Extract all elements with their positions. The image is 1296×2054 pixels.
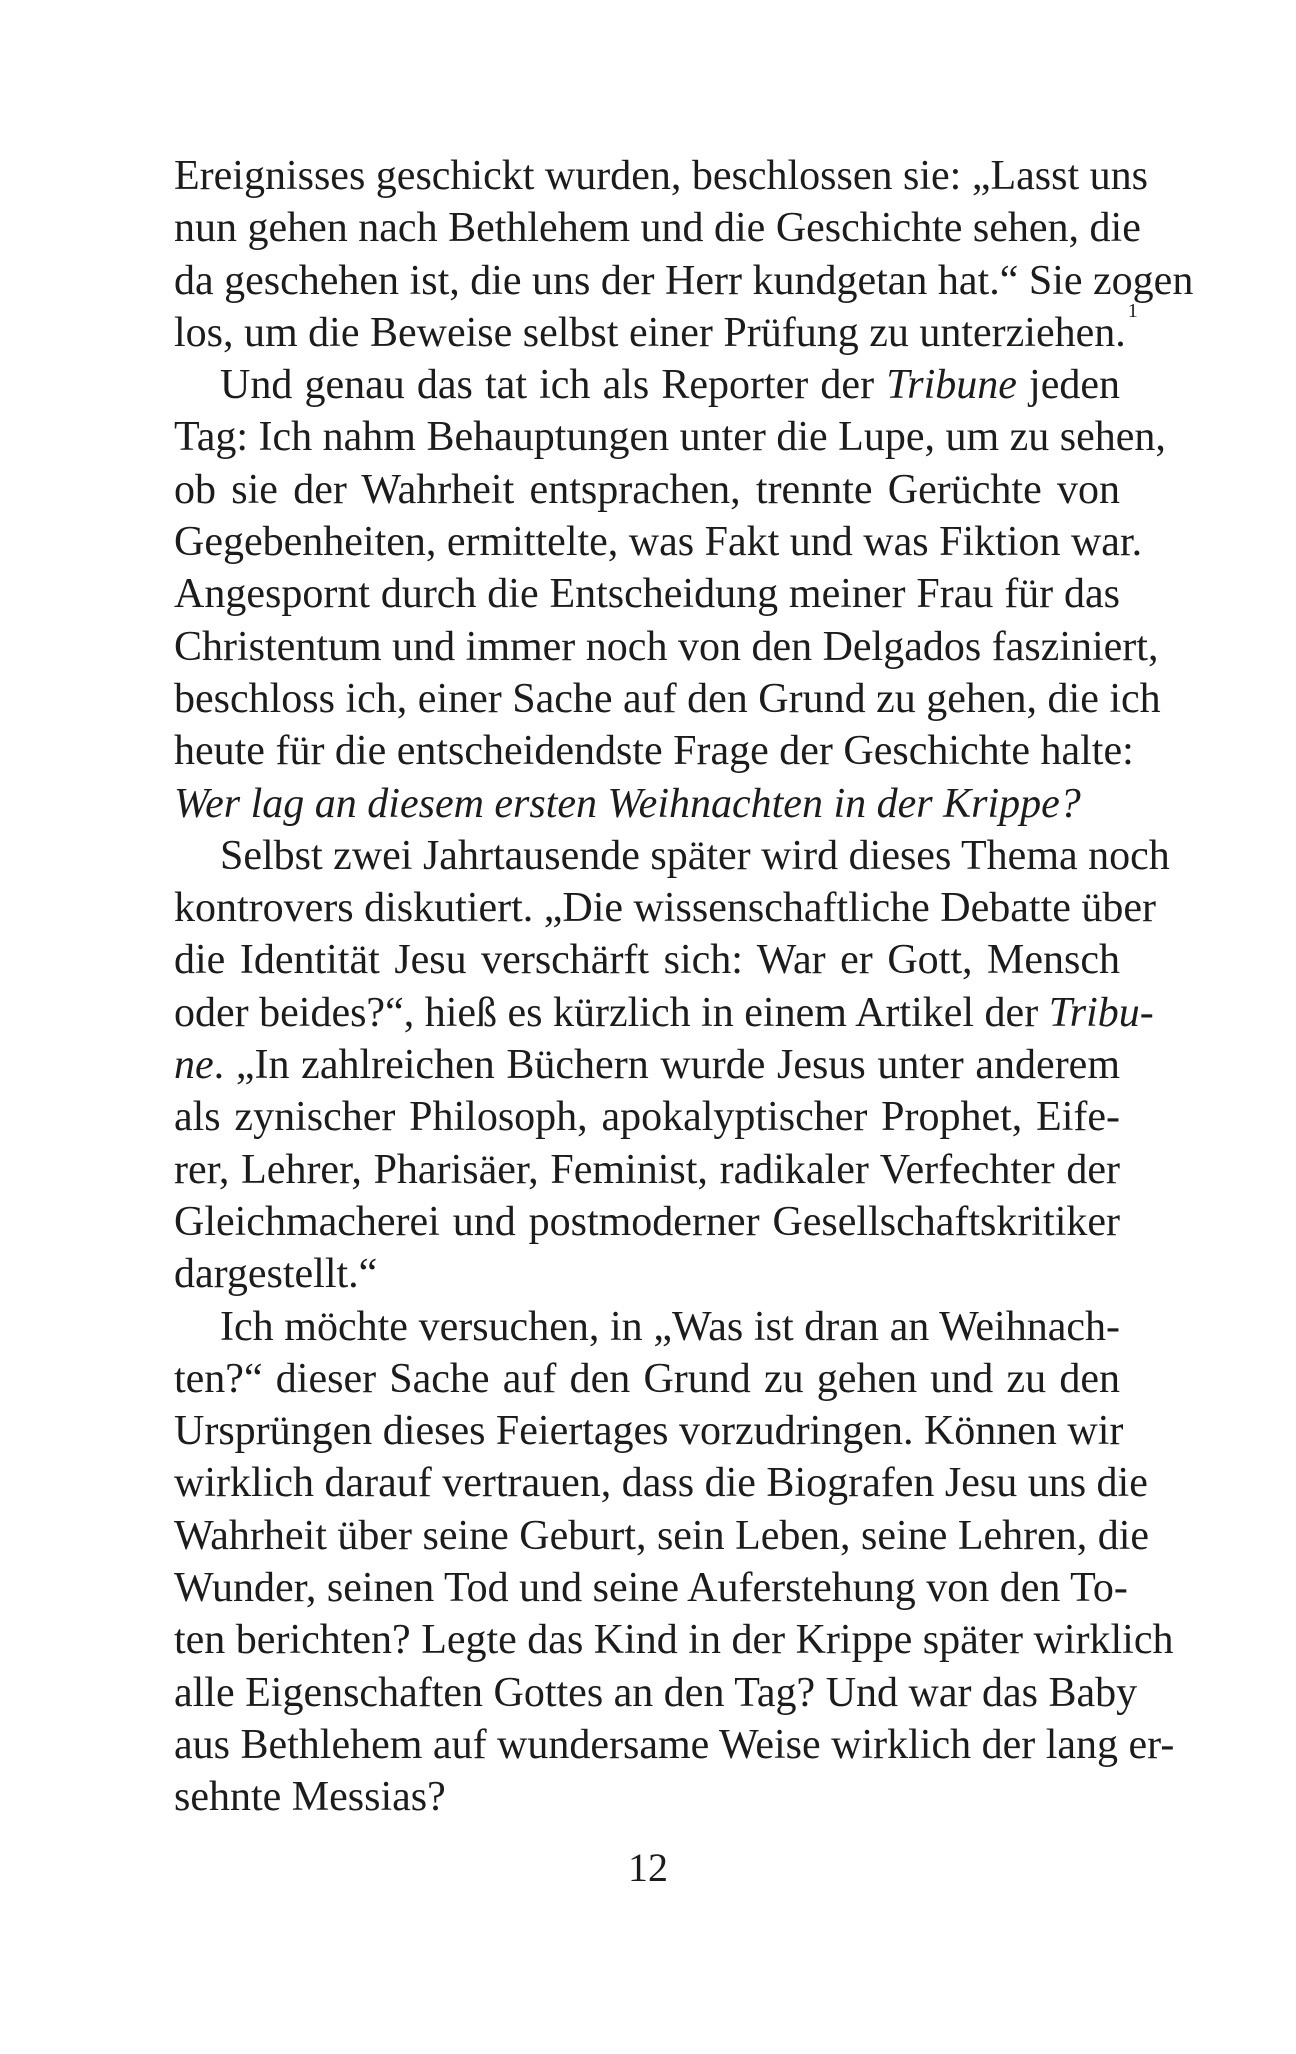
text-line: alle Eigenschaften Gottes an den Tag? Und war das Baby bbox=[174, 1669, 1138, 1716]
text-line: ten berichten? Legte das Kind in der Krippe später wirklich bbox=[174, 1617, 1174, 1664]
text-segment: . „In zahlreichen Büchern wurde Jesus unter anderem bbox=[213, 1042, 1120, 1089]
text-line bbox=[174, 299, 1138, 359]
text-line: Selbst zwei Jahrtausende später wird dieses Thema noch bbox=[220, 832, 1170, 879]
page-number: 12 bbox=[628, 1845, 668, 1890]
text-line: Ursprüngen dieses Feiertages vorzudringen. Können wir bbox=[174, 1408, 1124, 1455]
text-line: Gegebenheiten, ermittelte, was Fakt und was Fiktion war. bbox=[174, 519, 1143, 566]
text-line: Ereignisses geschickt wurden, beschlossen sie: „Lasst uns bbox=[174, 153, 1148, 199]
text-line: beschloss ich, einer Sache auf den Grund zu gehen, die ich bbox=[174, 675, 1161, 722]
text-line: kontrovers diskutiert. „Die wissenschaftliche Debatte über bbox=[174, 885, 1157, 932]
text-line-content: los, um die Beweise selbst einer Prüfung zu unterziehen. bbox=[174, 309, 1126, 356]
paragraph bbox=[174, 830, 1170, 1301]
text-line: rer, Lehrer, Pharisäer, Feminist, radikaler Verfechter der bbox=[174, 1146, 1120, 1193]
text-line bbox=[174, 1039, 1120, 1091]
text-line: Christentum und immer noch von den Delgados fasziniert, bbox=[174, 623, 1159, 670]
text-line bbox=[174, 359, 1120, 411]
text-line: Wunder, seinen Tod und seine Auferstehung von den To- bbox=[174, 1565, 1128, 1612]
text-line: ten?“ dieser Sache auf den Grund zu gehen und zu den bbox=[174, 1355, 1120, 1402]
paragraph bbox=[174, 150, 1194, 359]
text-line: heute für die entscheidendste Frage der Geschichte halte: bbox=[174, 728, 1134, 775]
text-line: Ich möchte versuchen, in „Was ist dran an Weihnach- bbox=[220, 1303, 1120, 1350]
newspaper-title: Tribu- bbox=[1048, 989, 1154, 1036]
newspaper-title: Tribune bbox=[886, 362, 1017, 409]
paragraph bbox=[174, 359, 1166, 830]
text-line: ob sie der Wahrheit entsprachen, trennte Gerüchte von bbox=[174, 466, 1120, 513]
text-line: Gleichmacherei und postmoderner Gesellschaftskritiker bbox=[174, 1198, 1120, 1245]
text-line: da geschehen ist, die uns der Herr kundgetan hat.“ Sie zogen bbox=[174, 257, 1194, 304]
footnote-reference: 1 bbox=[1127, 299, 1138, 322]
text-line: wirklich darauf vertrauen, dass die Biografen Jesu uns die bbox=[174, 1460, 1148, 1507]
newspaper-title: ne bbox=[174, 1042, 214, 1089]
text-line: Tag: Ich nahm Behauptungen unter die Lupe, um zu sehen, bbox=[174, 414, 1166, 461]
key-question: Wer lag an diesem ersten Weihnachten in der Krippe? bbox=[174, 780, 1081, 827]
text-line: sehnte Messias? bbox=[174, 1774, 446, 1821]
text-line: dargestellt.“ bbox=[174, 1251, 378, 1298]
book-page-text bbox=[174, 150, 1194, 1824]
text-line: die Identität Jesu verschärft sich: War er Gott, Mensch bbox=[174, 937, 1120, 984]
text-line: Wahrheit über seine Geburt, sein Leben, seine Lehren, die bbox=[174, 1512, 1150, 1559]
text-line: als zynischer Philosoph, apokalyptischer Prophet, Eife- bbox=[174, 1094, 1120, 1141]
text-segment: jeden bbox=[1016, 362, 1120, 409]
text-line: nun gehen nach Bethlehem und die Geschichte sehen, die bbox=[174, 205, 1141, 252]
text-line bbox=[174, 987, 1154, 1039]
paragraph bbox=[174, 1301, 1175, 1824]
text-line: aus Bethlehem auf wundersame Weise wirklich der lang er- bbox=[174, 1721, 1175, 1768]
text-segment: oder beides?“, hieß es kürzlich in einem Artikel der bbox=[174, 989, 1049, 1036]
text-segment: Und genau das tat ich als Reporter der bbox=[220, 362, 887, 409]
text-line: Angespornt durch die Entscheidung meiner Frau für das bbox=[174, 571, 1120, 618]
